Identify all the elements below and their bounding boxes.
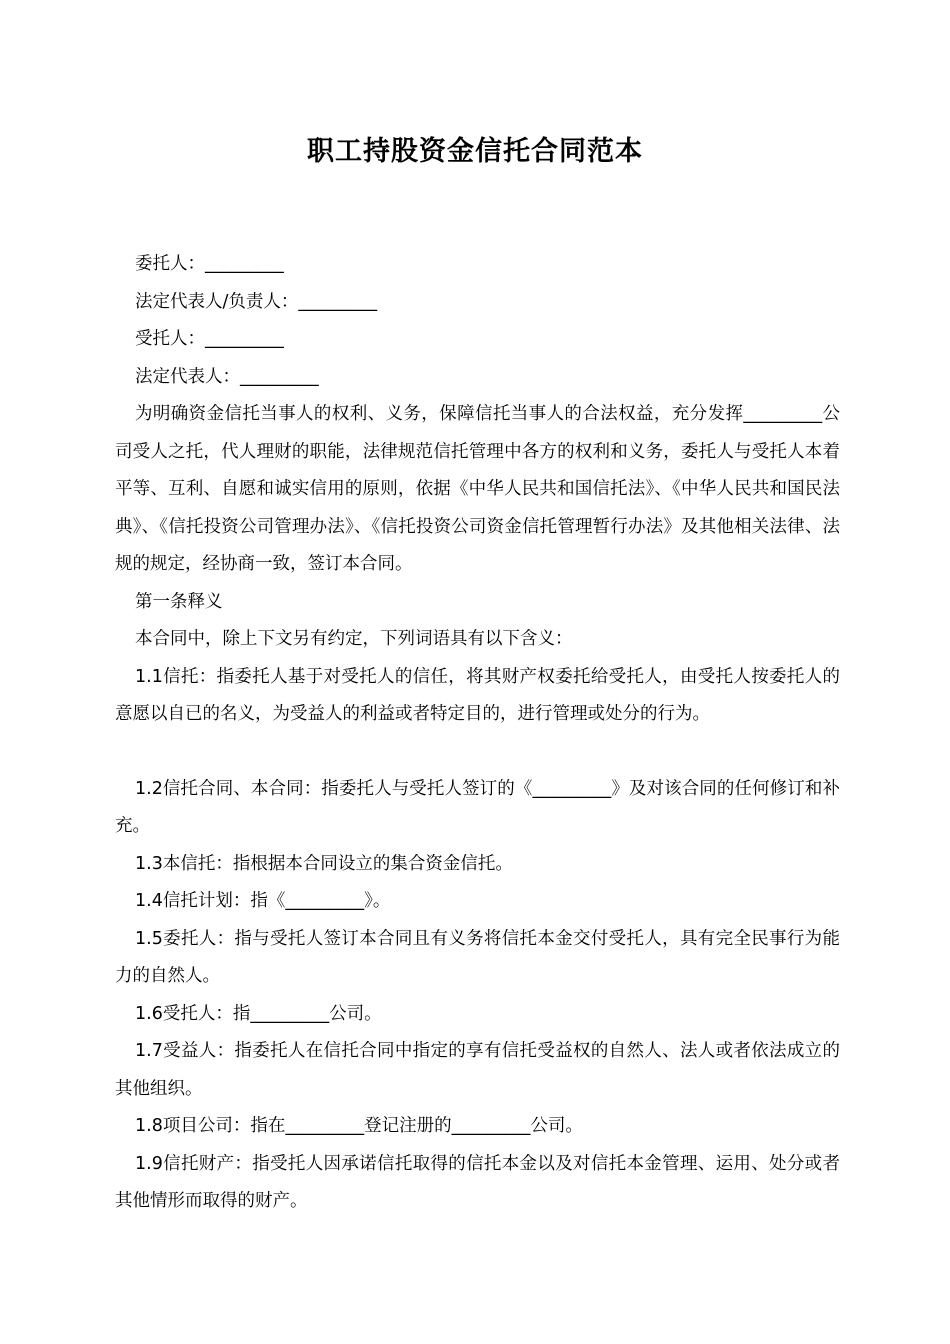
clause-1-8: 1.8项目公司：指在_________登记注册的_________公司。 — [135, 1116, 583, 1136]
definitions-intro: 本合同中，除上下文另有约定，下列词语具有以下含义： — [135, 629, 573, 649]
trustee-field: 受托人：_________ — [135, 329, 284, 349]
document-title: 职工持股资金信托合同范本 — [307, 136, 643, 167]
clause-1-3: 1.3本信托：指根据本合同设立的集合资金信托。 — [135, 853, 513, 874]
clause-1-1: 1.1信托：指委托人基于对受托人的信任，将其财产权委托给受托人，由受托人按委托人的意愿以自已的名义，为受益人的利益或者特定目的，进行管理或处分的行为。 — [115, 666, 840, 724]
preamble-paragraph: 为明确资金信托当事人的权利、义务，保障信托当事人的合法权益，充分发挥_________公司受人之托，代人理财的职能，法律规范信托管理中各方的权利和义务，委托人与受托人本着平等、互利、自愿和诚实信用的原则，依据《中华人民共和国信托法》、《中华人民共和国民法典》、《信托投资公司管理办法》、《信托投资公司资金信托管理暂行办法》及其他相关法律、法规的规定，经协商一致，签订本合同。 — [115, 404, 840, 574]
principal-field: 委托人：_________ — [135, 254, 284, 274]
clause-1-9: 1.9信托财产：指受托人因承诺信托取得的信托本金以及对信托本金管理、运用、处分或者其他情形而取得的财产。 — [115, 1153, 840, 1211]
clause-1-7: 1.7受益人：指委托人在信托合同中指定的享有信托受益权的自然人、法人或者依法成立的其他组织。 — [115, 1041, 840, 1099]
principal-legal-representative-field: 法定代表人/负责人：_________ — [135, 291, 378, 312]
clause-1-2: 1.2信托合同、本合同：指委托人与受托人签订的《_________》及对该合同的任何修订和补充。 — [115, 778, 840, 836]
clause-1-6: 1.6受托人：指_________公司。 — [135, 1003, 382, 1024]
clause-1-4: 1.4信托计划：指《_________》。 — [135, 891, 391, 911]
document-body — [115, 246, 840, 1221]
trustee-legal-representative-field: 法定代表人：_________ — [135, 366, 319, 387]
article-1-heading: 第一条释义 — [135, 591, 223, 612]
clause-1-5: 1.5委托人：指与受托人签订本合同且有义务将信托本金交付受托人，具有完全民事行为能力的自然人。 — [115, 928, 840, 986]
